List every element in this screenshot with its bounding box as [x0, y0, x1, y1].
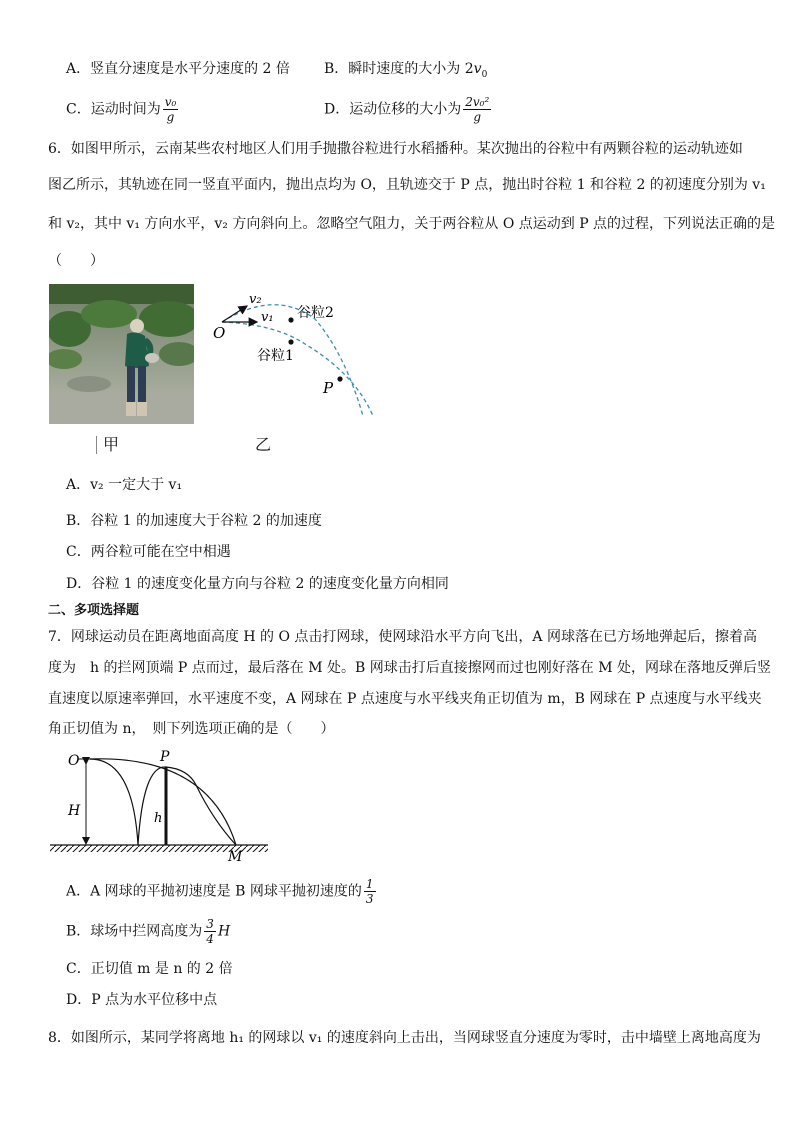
- q7-option-a-fraction: [364, 878, 376, 905]
- q5-option-c-fraction: [163, 96, 179, 123]
- point-p: [337, 376, 342, 381]
- q5-option-a: A．竖直分速度是水平分速度的 2 倍: [66, 61, 290, 77]
- v2-arrow: [222, 306, 247, 322]
- q5-option-d-den: g: [473, 110, 482, 124]
- ball-a-first-arc: [90, 759, 138, 845]
- q6-option-c: C．两谷粒可能在空中相遇: [66, 544, 231, 560]
- o-label: O: [68, 753, 80, 769]
- q6-option-d: D．谷粒 1 的速度变化量方向与谷粒 2 的速度变化量方向相同: [66, 576, 449, 592]
- grain-trajectory-diagram: [205, 284, 380, 419]
- q5-option-d-num: 2v₀²: [465, 95, 490, 109]
- v2-label: v₂: [249, 292, 262, 307]
- q5-option-b: [324, 62, 487, 80]
- q7-line-4: 角正切值为 n， 则下列选项正确的是（ ）: [48, 721, 335, 737]
- figure-yi-label: 乙: [255, 435, 272, 454]
- grain2-point: [288, 317, 293, 322]
- tennis-trajectory-diagram: [48, 745, 273, 865]
- figure-jia-label: 甲: [103, 435, 120, 454]
- q7-option-b-prefix: B．球场中拦网高度为: [66, 923, 203, 940]
- q7-option-a-den: 3: [365, 892, 374, 906]
- grain1-label: 谷粒1: [257, 348, 294, 364]
- q7-option-b-fraction: [204, 918, 216, 945]
- q6-option-a: A．v₂ 一定大于 v₁: [66, 477, 183, 493]
- m-label: M: [228, 849, 243, 865]
- q7-option-a: [66, 878, 378, 905]
- h-small-label: h: [154, 811, 163, 826]
- origin-label: O: [213, 324, 226, 342]
- q6-line-1: 6．如图甲所示，云南某些农村地区人们用手抛撒谷粒进行水稻播种。某次抛出的谷粒中有两颗谷粒的运动轨迹如: [48, 141, 743, 157]
- q5-option-c: [66, 96, 180, 123]
- q7-option-b-den: 4: [206, 932, 214, 946]
- q5-option-b-var: v: [473, 61, 482, 77]
- grain1-trajectory: [222, 322, 373, 416]
- grain2-label: 谷粒2: [297, 305, 334, 321]
- q5-option-c-prefix: C．运动时间为: [66, 101, 161, 118]
- ball-b-arc: [90, 759, 236, 845]
- q7-line-1: 7．网球运动员在距离地面高度 H 的 O 点击打网球，使网球沿水平方向飞出，A 网球落在已方场地弹起后，擦着高: [48, 629, 757, 645]
- h-big-label: H: [68, 803, 81, 819]
- q7-option-b: [66, 918, 230, 945]
- grain1-point: [288, 339, 293, 344]
- q5-option-d-fraction: [463, 96, 491, 123]
- q5-option-b-sub: 0: [481, 69, 488, 80]
- q7-option-d: D．P 点为水平位移中点: [66, 992, 218, 1008]
- q7-option-a-num: 1: [365, 877, 374, 891]
- farmer-photo: [49, 284, 194, 424]
- p-label: P: [323, 379, 334, 397]
- q8-line-1: 8．如图所示，某同学将离地 h₁ 的网球以 v₁ 的速度斜向上击出，当网球竖直分速度为零时，击中墙壁上离地高度为: [48, 1030, 761, 1046]
- q6-line-3: 和 v₂，其中 v₁ 方向水平，v₂ 方向斜向上。忽略空气阻力，关于两谷粒从 O 点运动到 P 点的过程，下列说法正确的是: [48, 216, 776, 232]
- caption-bar: [96, 436, 97, 454]
- q5-option-d-prefix: D．运动位移的大小为: [324, 101, 462, 118]
- q6-line-4: （ ）: [48, 253, 104, 269]
- q7-line-3: 直速度以原速率弹回，水平速度不变，A 网球在 P 点速度与水平线夹角正切值为 m，B 网球在 P 点速度与水平线夹: [48, 691, 762, 707]
- p-label-q7: P: [160, 749, 170, 765]
- q7-option-c: C．正切值 m 是 n 的 2 倍: [66, 961, 233, 977]
- q7-option-b-num: 3: [206, 917, 214, 931]
- q5-option-b-prefix: B．瞬时速度的大小为 2: [324, 61, 474, 77]
- q5-option-c-num: v₀: [164, 95, 177, 109]
- q7-option-a-prefix: A．A 网球的平抛初速度是 B 网球平抛初速度的: [66, 883, 362, 900]
- q7-line-2: 度为 h 的拦网顶端 P 点而过，最后落在 M 处。B 网球击打后直接擦网而过也刚好落在 M 处，网球在落地反弹后竖: [48, 660, 771, 676]
- ball-a-bounce-arc: [138, 767, 236, 845]
- q6-line-2: 图乙所示，其轨迹在同一竖直平面内，抛出点均为 O，且轨迹交于 P 点，抛出时谷粒 1 和谷粒 2 的初速度分别为 v₁: [48, 177, 766, 193]
- v1-label: v₁: [261, 310, 274, 325]
- q5-option-d: [324, 96, 493, 123]
- q7-option-b-suffix: H: [217, 923, 231, 940]
- section-multiple-choice-title: 二、多项选择题: [48, 603, 140, 618]
- q5-option-c-den: g: [166, 110, 175, 124]
- q6-option-b: B．谷粒 1 的加速度大于谷粒 2 的加速度: [66, 513, 322, 529]
